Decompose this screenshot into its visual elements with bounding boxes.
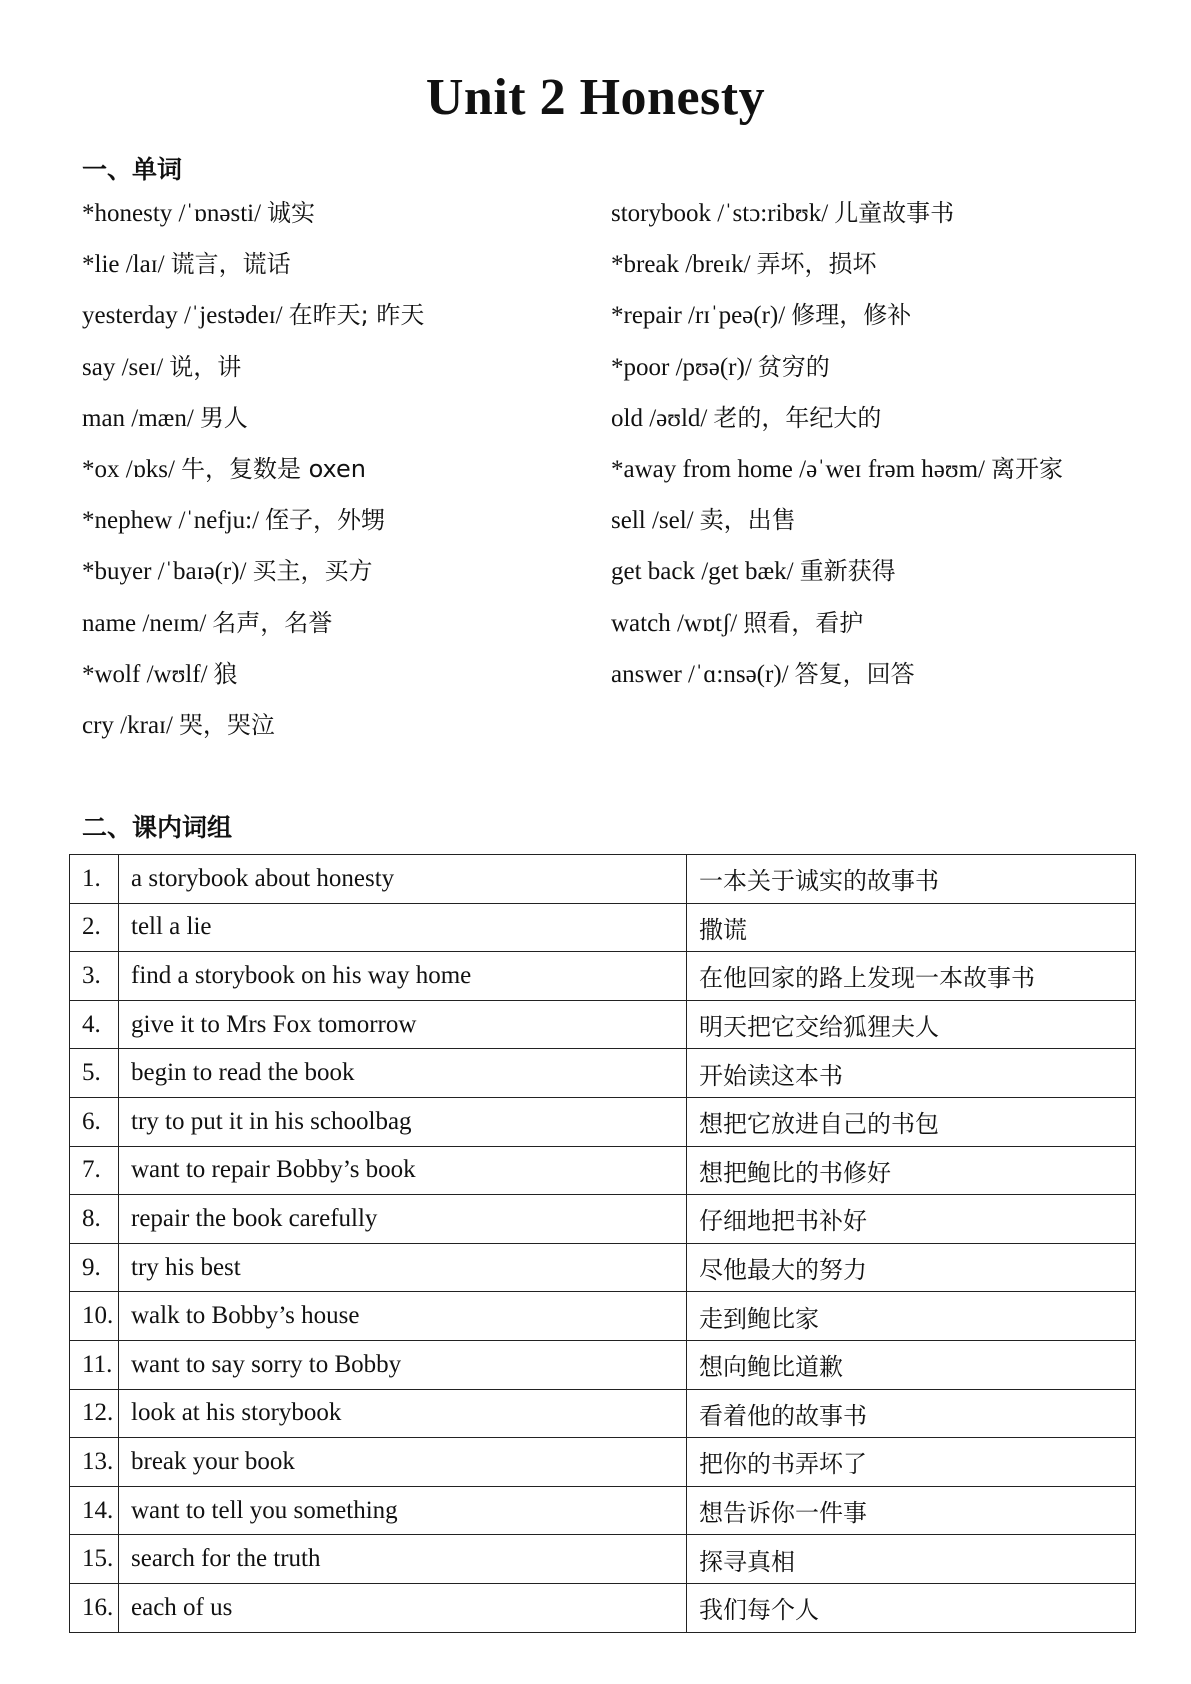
page-title: Unit 2 Honesty [425, 69, 766, 126]
vocab-word: *poor /pʊə(r)/ [611, 353, 752, 381]
phrase-chinese: 我们每个人 [687, 1583, 1136, 1632]
phrases-table [69, 854, 1136, 1633]
phrase-chinese: 探寻真相 [687, 1535, 1136, 1584]
row-number: 16. [70, 1583, 119, 1632]
phrase-chinese: 想向鲍比道歉 [687, 1340, 1136, 1389]
vocab-meaning: 男人 [199, 403, 248, 432]
vocab-word: *nephew /ˈnefju:/ [82, 507, 260, 535]
vocab-meaning: 照看，看护 [743, 608, 864, 637]
row-number: 8. [70, 1195, 119, 1244]
row-number: 5. [70, 1049, 119, 1098]
vocab-meaning: 牛，复数是 oxen [180, 454, 366, 483]
phrase-english: want to say sorry to Bobby [119, 1340, 687, 1389]
vocab-meaning: 弄坏，损坏 [756, 250, 877, 279]
phrase-english: search for the truth [119, 1535, 687, 1584]
vocab-meaning: 在昨天; 昨天 [288, 301, 425, 330]
vocab-word: *ox /ɒks/ [82, 455, 175, 483]
phrase-chinese: 想把鲍比的书修好 [687, 1146, 1136, 1195]
vocab-word: storybook /ˈstɔ:ribʊk/ [611, 200, 829, 227]
vocab-meaning: 离开家 [991, 454, 1063, 483]
phrase-english: look at his storybook [119, 1389, 687, 1438]
vocab-meaning: 诚实 [267, 199, 316, 227]
vocab-item [82, 249, 602, 300]
table-row [70, 1340, 1136, 1389]
vocab-item [611, 198, 1151, 249]
vocab-word: cry /kraɪ/ [82, 711, 173, 739]
row-number: 6. [70, 1097, 119, 1146]
vocab-word: *lie /laɪ/ [82, 251, 165, 279]
phrase-chinese: 在他回家的路上发现一本故事书 [687, 952, 1136, 1001]
phrase-english: want to repair Bobby’s book [119, 1146, 687, 1195]
phrase-chinese: 一本关于诚实的故事书 [687, 855, 1136, 904]
vocab-item [82, 710, 602, 761]
phrase-chinese: 明天把它交给狐狸夫人 [687, 1000, 1136, 1049]
table-row [70, 1195, 1136, 1244]
vocab-item [82, 352, 602, 403]
phrase-chinese: 撒谎 [687, 903, 1136, 952]
phrase-chinese: 尽他最大的努力 [687, 1243, 1136, 1292]
vocab-meaning: 重新获得 [799, 557, 896, 586]
phrase-chinese: 开始读这本书 [687, 1049, 1136, 1098]
vocab-list-right [611, 198, 1151, 710]
phrase-english: a storybook about honesty [119, 855, 687, 904]
table-row [70, 1243, 1136, 1292]
row-number: 12. [70, 1389, 119, 1438]
table-row [70, 952, 1136, 1001]
phrase-english: tell a lie [119, 903, 687, 952]
vocab-word: *wolf /wʊlf/ [82, 660, 208, 688]
row-number: 14. [70, 1486, 119, 1535]
phrase-english: break your book [119, 1438, 687, 1487]
vocab-word: name /neɪm/ [82, 609, 207, 637]
row-number: 9. [70, 1243, 119, 1292]
table-row [70, 1486, 1136, 1535]
vocab-item [611, 403, 1151, 454]
table-row [70, 1583, 1136, 1632]
vocab-word: *away from home /əˈweɪ frəm həʊm/ [611, 455, 985, 483]
vocab-item [82, 403, 602, 454]
vocab-word: answer /ˈɑ:nsə(r)/ [611, 660, 789, 688]
row-number: 2. [70, 903, 119, 952]
vocab-meaning: 哭，哭泣 [178, 710, 275, 739]
table-row [70, 1000, 1136, 1049]
vocab-item [611, 454, 1151, 505]
table-row [70, 903, 1136, 952]
phrase-english: want to tell you something [119, 1486, 687, 1535]
vocab-word: *honesty /ˈɒnəsti/ [82, 200, 262, 227]
vocab-word: *break /breɪk/ [611, 251, 751, 279]
table-row [70, 855, 1136, 904]
vocab-word: sell /sel/ [611, 507, 694, 535]
vocab-meaning: 老的，年纪大的 [713, 403, 882, 432]
vocab-meaning: 狼 [213, 659, 238, 688]
vocab-item [82, 300, 602, 351]
section-heading-phrases: 二、课内词组 [82, 813, 233, 842]
table-row [70, 1438, 1136, 1487]
table-row [70, 1535, 1136, 1584]
row-number: 11. [70, 1340, 119, 1389]
vocab-item [611, 249, 1151, 300]
phrase-chinese: 走到鲍比家 [687, 1292, 1136, 1341]
phrase-english: walk to Bobby’s house [119, 1292, 687, 1341]
vocab-item [82, 198, 602, 249]
row-number: 4. [70, 1000, 119, 1049]
row-number: 10. [70, 1292, 119, 1341]
vocab-meaning: 答复，回答 [794, 659, 915, 688]
vocab-word: *repair /rɪˈpeə(r)/ [611, 302, 786, 330]
table-row [70, 1292, 1136, 1341]
vocab-meaning: 名声，名誉 [212, 608, 333, 637]
vocab-word: say /seɪ/ [82, 353, 164, 381]
vocab-item [82, 659, 602, 710]
vocab-item [82, 454, 602, 505]
phrase-chinese: 看着他的故事书 [687, 1389, 1136, 1438]
vocab-meaning: 贫穷的 [757, 352, 830, 381]
vocab-item [611, 300, 1151, 351]
vocab-word: man /mæn/ [82, 404, 194, 432]
row-number: 3. [70, 952, 119, 1001]
section-heading-words: 一、单词 [82, 155, 183, 184]
table-row [70, 1146, 1136, 1195]
vocab-word: watch /wɒtʃ/ [611, 609, 738, 637]
vocab-meaning: 谎言，谎话 [170, 250, 291, 279]
vocab-meaning: 买主，买方 [252, 557, 373, 586]
vocab-meaning: 说，讲 [169, 352, 242, 381]
vocab-item [82, 556, 602, 607]
phrase-english: give it to Mrs Fox tomorrow [119, 1000, 687, 1049]
row-number: 13. [70, 1438, 119, 1487]
phrase-english: find a storybook on his way home [119, 952, 687, 1001]
vocab-word: yesterday /ˈjestədeɪ/ [82, 302, 283, 330]
vocab-meaning: 修理，修补 [791, 301, 912, 330]
vocab-word: old /əʊld/ [611, 404, 708, 432]
vocab-meaning: 侄子，外甥 [265, 506, 386, 535]
vocab-item [611, 505, 1151, 556]
vocab-item [611, 556, 1151, 607]
table-row [70, 1097, 1136, 1146]
vocab-word: get back /get bæk/ [611, 558, 794, 586]
vocab-word: *buyer /ˈbaɪə(r)/ [82, 558, 247, 586]
vocab-meaning: 卖，出售 [699, 506, 796, 535]
vocab-item [611, 608, 1151, 659]
row-number: 7. [70, 1146, 119, 1195]
row-number: 15. [70, 1535, 119, 1584]
phrase-chinese: 想告诉你一件事 [687, 1486, 1136, 1535]
phrase-english: try his best [119, 1243, 687, 1292]
phrase-chinese: 把你的书弄坏了 [687, 1438, 1136, 1487]
phrase-english: repair the book carefully [119, 1195, 687, 1244]
phrase-chinese: 想把它放进自己的书包 [687, 1097, 1136, 1146]
phrase-english: each of us [119, 1583, 687, 1632]
table-row [70, 1049, 1136, 1098]
vocab-item [611, 352, 1151, 403]
vocab-item [82, 505, 602, 556]
vocab-item [611, 659, 1151, 710]
row-number: 1. [70, 855, 119, 904]
vocab-item [82, 608, 602, 659]
phrase-chinese: 仔细地把书补好 [687, 1195, 1136, 1244]
table-row [70, 1389, 1136, 1438]
vocab-list-left [82, 198, 602, 761]
vocab-meaning: 儿童故事书 [834, 199, 955, 227]
phrase-english: try to put it in his schoolbag [119, 1097, 687, 1146]
phrase-english: begin to read the book [119, 1049, 687, 1098]
